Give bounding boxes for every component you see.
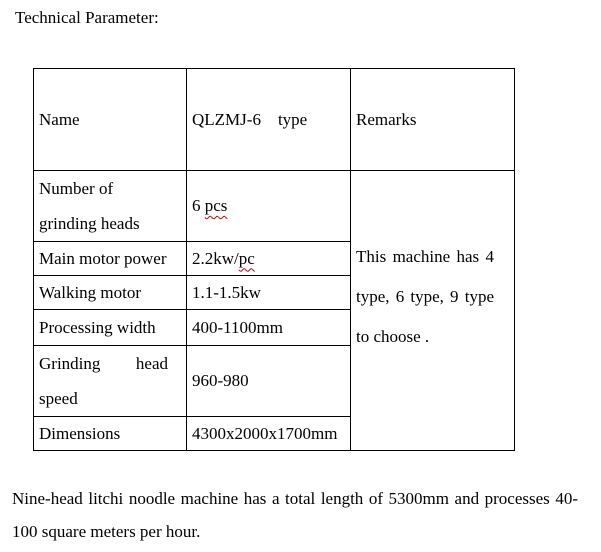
row-value-cell: [187, 417, 351, 451]
row-name-cell: Number of grinding heads: [34, 171, 187, 242]
value-text: 400-1100mm: [192, 317, 283, 337]
table-header-row: [34, 69, 515, 171]
value-text: 1.1-1.5kw: [192, 282, 261, 302]
footer-paragraph: Nine-head litchi noodle machine has a total length of 5300mm and processes 40-100 square meters per hour.: [12, 489, 578, 541]
row-value-cell: [187, 242, 351, 276]
header-name-cell: Name: [34, 69, 187, 171]
row-name-cell: Grinding head speed: [34, 346, 187, 417]
page-title: Technical Parameter:: [15, 8, 159, 27]
row-value-cell: [187, 276, 351, 310]
value-text: 6: [192, 196, 205, 215]
row-value-cell: [187, 346, 351, 417]
header-remarks-cell: Remarks: [351, 69, 515, 171]
row-name-cell: Processing width: [34, 310, 187, 346]
table-row-grinding-heads: [34, 171, 515, 242]
remarks-cell: This machine has 4 type, 6 type, 9 type to choose .: [351, 171, 515, 451]
value-text: 4300x2000x1700mm: [192, 423, 338, 443]
row-name-cell: Walking motor: [34, 276, 187, 310]
misspelled-word: pcs: [204, 196, 228, 215]
value-text: 2.2kw/: [192, 248, 239, 268]
row-value-cell: [187, 171, 351, 242]
value-text: 960-980: [192, 371, 249, 390]
row-value-cell: [187, 310, 351, 346]
row-name-cell: Main motor power: [34, 242, 187, 276]
misspelled-word: pc: [238, 248, 255, 268]
header-type-cell: QLZMJ-6 type: [187, 69, 351, 171]
parameter-table: [33, 68, 515, 451]
row-name-cell: Dimensions: [34, 417, 187, 451]
